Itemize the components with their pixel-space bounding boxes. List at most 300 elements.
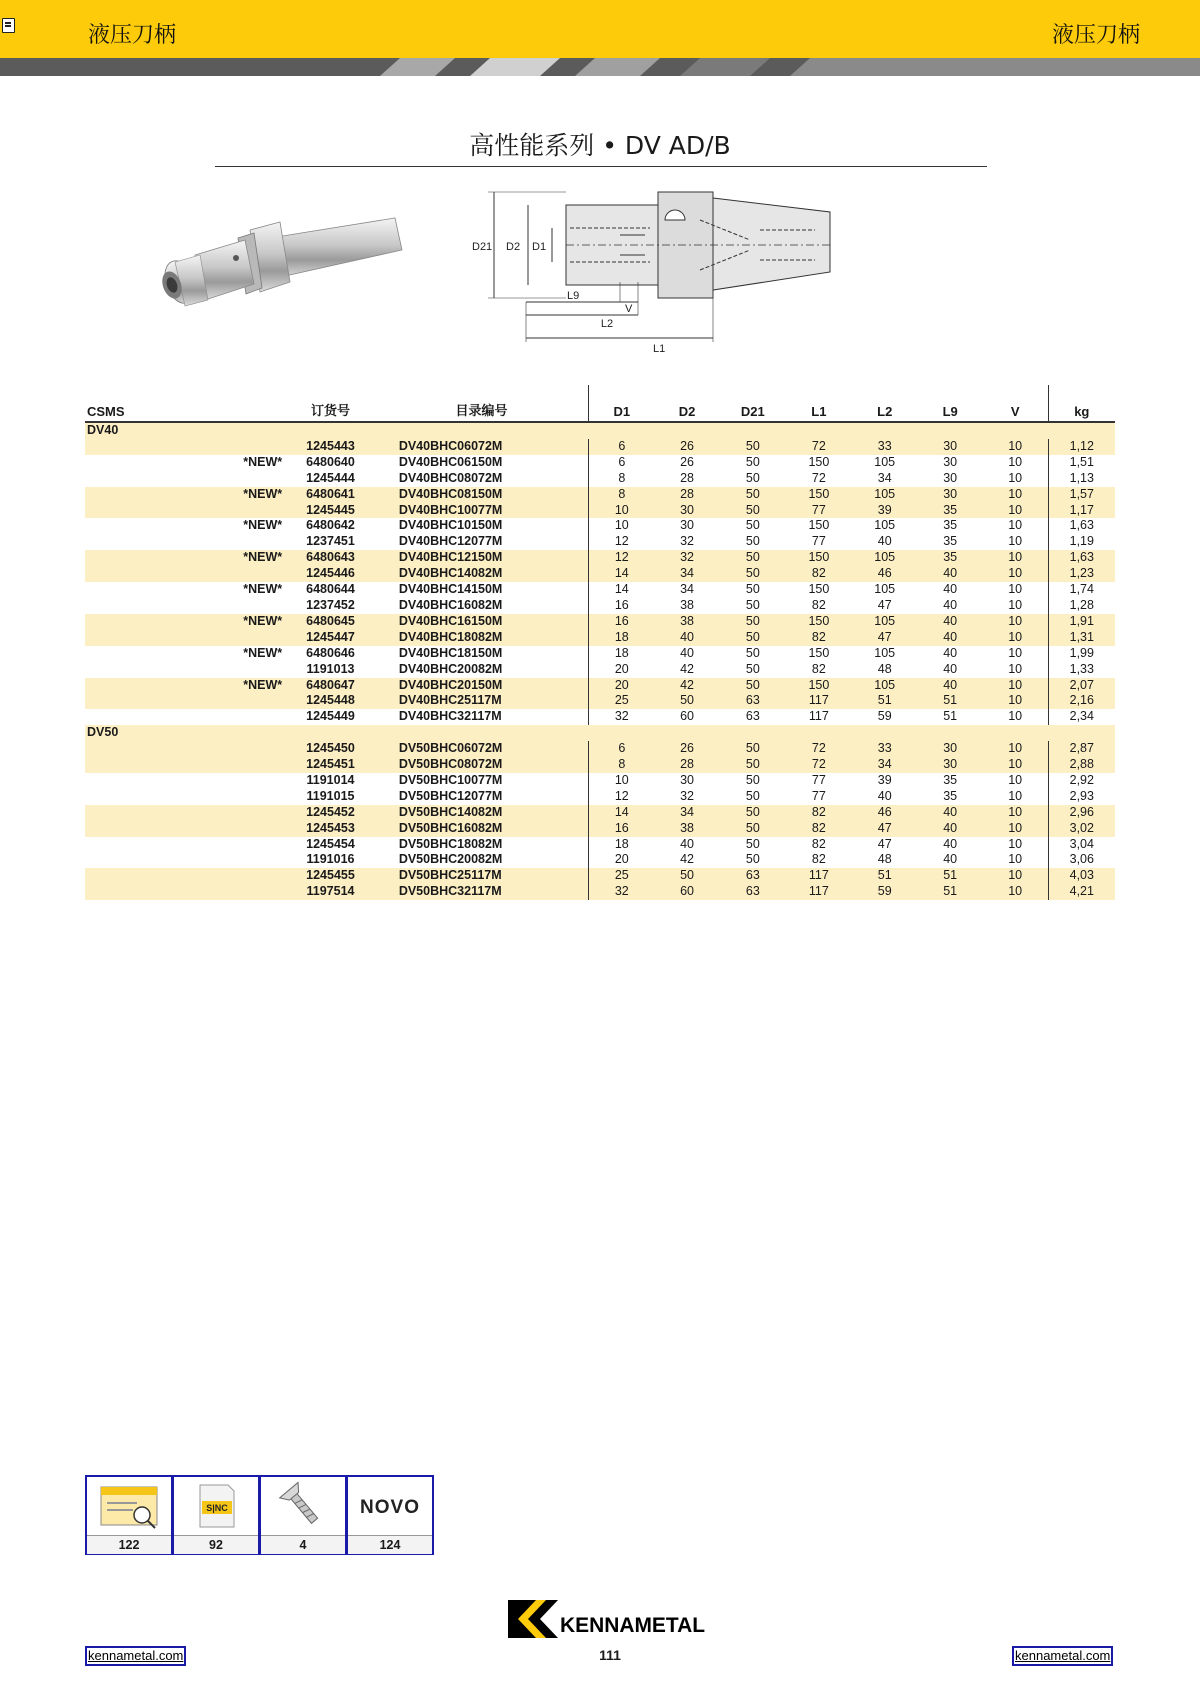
d21-cell: 50 [720, 439, 786, 455]
d2-cell: 32 [654, 550, 719, 566]
table-row [85, 630, 1115, 646]
catalog-number-cell: DV40BHC16150M [375, 614, 589, 630]
table-row [85, 868, 1115, 884]
d1-cell: 14 [589, 805, 655, 821]
order-number-cell: 1245447 [286, 630, 375, 646]
table-row [85, 487, 1115, 503]
l2-cell: 105 [874, 582, 896, 597]
v-cell: 10 [983, 757, 1048, 773]
l1-cell: 82 [786, 805, 852, 821]
v-cell: 10 [983, 439, 1048, 455]
reference-box-catalog[interactable] [85, 1475, 173, 1555]
order-number-cell: 1245444 [306, 470, 355, 485]
l2-cell: 34 [877, 470, 892, 485]
new-badge [156, 709, 286, 725]
table-header-row [85, 385, 1115, 422]
catalog-number-cell: DV50BHC08072M [375, 757, 589, 773]
csms-cell [85, 503, 156, 519]
d2-cell: 38 [654, 614, 719, 630]
l2-cell: 105 [852, 614, 918, 630]
v-cell: 10 [983, 741, 1048, 757]
catalog-number-cell: DV40BHC16082M [398, 597, 503, 612]
new-badge [156, 534, 286, 550]
d1-cell: 25 [589, 693, 655, 709]
new-badge [156, 566, 286, 582]
d1-cell: 12 [589, 789, 655, 805]
dim-d2-label: D2 [506, 241, 521, 253]
l9-cell: 51 [918, 693, 983, 709]
new-badge [156, 852, 286, 868]
catalog-number-cell: DV40BHC12077M [398, 534, 503, 549]
svg-text:S|NC: S|NC [206, 1503, 228, 1513]
order-number-cell: 1191015 [306, 788, 355, 803]
catalog-number-cell: DV40BHC14082M [375, 566, 589, 582]
new-badge: *NEW* [243, 645, 283, 660]
v-cell: 10 [1008, 836, 1023, 851]
l2-cell: 105 [874, 454, 896, 469]
d21-cell: 50 [745, 597, 760, 612]
v-cell: 10 [983, 566, 1048, 582]
catalog-number-cell: DV40BHC08150M [375, 487, 589, 503]
col-d1: D1 [589, 385, 655, 422]
l9-cell: 35 [918, 550, 983, 566]
d2-cell: 32 [680, 534, 695, 549]
catalog-number-cell: DV40BHC12150M [375, 550, 589, 566]
l9-cell: 40 [918, 821, 983, 837]
order-number-cell: 1237452 [306, 597, 355, 612]
new-badge [156, 439, 286, 455]
l2-cell: 40 [877, 534, 892, 549]
header-left-title: 液压刀柄 [88, 23, 177, 48]
order-number-cell: 6480643 [286, 550, 375, 566]
new-badge: *NEW* [156, 487, 286, 503]
footer-link-left[interactable]: kennametal.com [85, 1646, 186, 1666]
d1-cell: 18 [589, 837, 655, 853]
d2-cell: 40 [680, 645, 695, 660]
kg-cell: 2,16 [1048, 693, 1115, 709]
d21-cell: 63 [745, 709, 760, 724]
d1-cell: 6 [589, 455, 655, 471]
csms-cell [85, 614, 156, 630]
l1-cell: 117 [786, 868, 852, 884]
catalog-number-cell: DV40BHC18082M [375, 630, 589, 646]
l9-cell: 30 [943, 454, 958, 469]
v-cell: 10 [1008, 772, 1023, 787]
order-number-cell: 1245448 [286, 693, 375, 709]
table-row [85, 709, 1115, 725]
logo-text: KENNAMETAL [560, 1614, 706, 1637]
csms-cell [85, 789, 156, 805]
l2-cell: 46 [852, 566, 918, 582]
l2-cell: 47 [877, 597, 892, 612]
d2-cell: 30 [654, 503, 719, 519]
group-row [85, 725, 1115, 741]
v-cell: 10 [983, 678, 1048, 694]
l9-cell: 35 [918, 503, 983, 519]
catalog-page-icon [87, 1477, 171, 1535]
d21-cell: 50 [720, 821, 786, 837]
table-row [85, 789, 1115, 805]
l9-cell: 40 [918, 614, 983, 630]
table-row [85, 455, 1115, 471]
d2-cell: 28 [654, 757, 719, 773]
l9-cell: 40 [918, 566, 983, 582]
new-badge: *NEW* [243, 582, 283, 597]
l9-cell: 30 [918, 439, 983, 455]
d2-cell: 60 [680, 709, 695, 724]
d21-cell: 50 [720, 678, 786, 694]
l1-cell: 82 [786, 821, 852, 837]
footer-link-right[interactable]: kennametal.com [1012, 1646, 1113, 1666]
new-badge [156, 630, 286, 646]
catalog-number-cell: DV40BHC14150M [398, 582, 503, 597]
table-row [85, 678, 1115, 694]
catalog-number-cell: DV40BHC06072M [375, 439, 589, 455]
l1-cell: 150 [808, 518, 830, 533]
d1-cell: 10 [589, 773, 655, 789]
novo-text: NOVO [360, 1497, 420, 1518]
table-row [85, 662, 1115, 678]
kg-cell: 2,88 [1048, 757, 1115, 773]
l9-cell: 51 [943, 709, 958, 724]
kg-cell: 4,21 [1048, 884, 1115, 900]
table-row [85, 598, 1115, 614]
csms-cell [85, 709, 156, 725]
csms-cell [85, 471, 156, 487]
v-cell: 10 [1008, 661, 1023, 676]
csms-cell [85, 693, 156, 709]
d21-cell: 50 [720, 614, 786, 630]
d1-cell: 18 [589, 630, 655, 646]
new-badge: *NEW* [243, 454, 283, 469]
catalog-number-cell: DV40BHC06150M [398, 454, 503, 469]
l9-cell: 30 [918, 741, 983, 757]
d21-cell: 50 [745, 788, 760, 803]
table-row [85, 582, 1115, 598]
d1-cell: 6 [589, 741, 655, 757]
d2-cell: 30 [680, 518, 695, 533]
l2-cell: 47 [852, 630, 918, 646]
order-number-cell: 6480641 [286, 487, 375, 503]
d21-cell: 63 [720, 884, 786, 900]
new-badge: *NEW* [156, 614, 286, 630]
order-number-cell: 1191016 [306, 852, 355, 867]
d21-cell: 50 [745, 470, 760, 485]
order-number-cell: 1191014 [306, 772, 355, 787]
d2-cell: 42 [680, 852, 695, 867]
order-number-cell: 1245446 [286, 566, 375, 582]
new-badge [156, 598, 286, 614]
technical-drawing [470, 190, 870, 365]
v-cell: 10 [1008, 454, 1023, 469]
order-number-cell: 1237451 [306, 534, 355, 549]
tool-holder-photo [150, 200, 420, 330]
reference-box-novo[interactable] [346, 1475, 434, 1555]
table-row [85, 550, 1115, 566]
col-d2: D2 [654, 385, 719, 422]
new-badge: *NEW* [156, 550, 286, 566]
csms-cell [85, 821, 156, 837]
catalog-number-cell: DV50BHC10077M [398, 772, 503, 787]
csms-cell [85, 868, 156, 884]
reference-box-screw[interactable] [259, 1475, 347, 1555]
dim-d21-label: D21 [472, 241, 493, 253]
v-cell: 10 [983, 821, 1048, 837]
d2-cell: 60 [654, 884, 719, 900]
d2-cell: 34 [680, 582, 695, 597]
title-rule [215, 166, 987, 167]
table-row [85, 614, 1115, 630]
kg-cell: 2,92 [1048, 773, 1115, 789]
d21-cell: 50 [745, 852, 760, 867]
v-cell: 10 [983, 487, 1048, 503]
dim-l9-label: L9 [567, 290, 580, 302]
reference-box-insert[interactable] [172, 1475, 260, 1555]
d1-cell: 25 [589, 868, 655, 884]
kg-cell: 1,74 [1048, 582, 1115, 598]
d2-cell: 26 [654, 741, 719, 757]
table-row [85, 566, 1115, 582]
csms-cell [85, 630, 156, 646]
kg-cell: 1,23 [1048, 566, 1115, 582]
l1-cell: 77 [786, 503, 852, 519]
order-number-cell: 6480640 [306, 454, 355, 469]
catalog-number-cell: DV40BHC10077M [375, 503, 589, 519]
l1-cell: 117 [808, 709, 829, 724]
order-number-cell: 1245451 [286, 757, 375, 773]
d2-cell: 40 [680, 836, 695, 851]
d21-cell: 50 [745, 582, 760, 597]
d21-cell: 50 [720, 487, 786, 503]
l1-cell: 82 [786, 630, 852, 646]
l9-cell: 40 [918, 805, 983, 821]
d1-cell: 14 [589, 566, 655, 582]
note-icon[interactable] [2, 18, 15, 33]
d2-cell: 26 [680, 454, 695, 469]
catalog-number-cell: DV40BHC20150M [375, 678, 589, 694]
table-row [85, 852, 1115, 868]
kg-cell: 1,99 [1048, 646, 1115, 662]
catalog-number-cell: DV40BHC20082M [398, 661, 503, 676]
d21-cell: 50 [720, 503, 786, 519]
d1-cell: 12 [589, 534, 655, 550]
order-number-cell: 1197514 [286, 884, 375, 900]
d21-cell: 50 [720, 630, 786, 646]
l2-cell: 34 [852, 757, 918, 773]
table-row [85, 884, 1115, 900]
csms-cell [85, 852, 156, 868]
l2-cell: 105 [852, 487, 918, 503]
d1-cell: 20 [589, 662, 655, 678]
table-row [85, 805, 1115, 821]
l2-cell: 51 [852, 693, 918, 709]
csms-cell [85, 566, 156, 582]
kg-cell: 1,28 [1048, 598, 1115, 614]
table-row [85, 534, 1115, 550]
v-cell: 10 [1008, 597, 1023, 612]
header-stripe [0, 58, 1200, 76]
v-cell: 10 [983, 614, 1048, 630]
kg-cell: 1,63 [1048, 518, 1115, 534]
d21-cell: 63 [720, 868, 786, 884]
d2-cell: 50 [654, 693, 719, 709]
catalog-number-cell: DV40BHC25117M [375, 693, 589, 709]
order-number-cell: 1191013 [306, 661, 355, 676]
l1-cell: 72 [786, 439, 852, 455]
l9-cell: 35 [943, 772, 958, 787]
new-badge: *NEW* [243, 518, 283, 533]
catalog-number-cell: DV50BHC14082M [375, 805, 589, 821]
csms-cell [85, 598, 156, 614]
d1-cell: 8 [589, 757, 655, 773]
d1-cell: 18 [589, 646, 655, 662]
d1-cell: 6 [589, 439, 655, 455]
csms-cell [85, 741, 156, 757]
table-body [85, 422, 1115, 900]
v-cell: 10 [983, 693, 1048, 709]
csms-cell [85, 534, 156, 550]
csms-cell [85, 884, 156, 900]
l9-cell: 40 [943, 582, 958, 597]
v-cell: 10 [983, 868, 1048, 884]
v-cell: 10 [1008, 645, 1023, 660]
csms-cell [85, 518, 156, 534]
new-badge [156, 503, 286, 519]
order-number-cell: 1245449 [306, 709, 355, 724]
kg-cell: 1,13 [1048, 471, 1115, 487]
d1-cell: 16 [589, 614, 655, 630]
d21-cell: 50 [720, 741, 786, 757]
l2-cell: 47 [852, 821, 918, 837]
l9-cell: 40 [943, 645, 958, 660]
v-cell: 10 [1008, 470, 1023, 485]
page-title: 高性能系列 • DV AD/B [469, 131, 731, 160]
kg-cell: 1,57 [1048, 487, 1115, 503]
d21-cell: 50 [745, 836, 760, 851]
l1-cell: 150 [808, 454, 830, 469]
l2-cell: 105 [874, 518, 896, 533]
kg-cell: 1,19 [1048, 534, 1115, 550]
v-cell: 10 [1008, 852, 1023, 867]
order-number-cell: 1245454 [306, 836, 355, 851]
table-row [85, 773, 1115, 789]
d21-cell: 50 [745, 534, 760, 549]
new-badge [156, 757, 286, 773]
kg-cell: 2,87 [1048, 741, 1115, 757]
l9-cell: 40 [918, 630, 983, 646]
catalog-number-cell: DV40BHC08072M [398, 470, 503, 485]
catalog-number-cell: DV50BHC06072M [375, 741, 589, 757]
v-cell: 10 [983, 550, 1048, 566]
csms-cell [85, 773, 156, 789]
kg-cell: 4,03 [1048, 868, 1115, 884]
csms-cell [85, 455, 156, 471]
d1-cell: 20 [589, 852, 655, 868]
csms-cell [85, 550, 156, 566]
d2-cell: 38 [680, 597, 695, 612]
reference-number: 92 [174, 1535, 258, 1554]
v-cell: 10 [1008, 788, 1023, 803]
d1-cell: 12 [589, 550, 655, 566]
l1-cell: 82 [811, 836, 826, 851]
l1-cell: 72 [811, 470, 826, 485]
l1-cell: 82 [811, 852, 826, 867]
col-l2: L2 [852, 385, 918, 422]
v-cell: 10 [1008, 518, 1023, 533]
novo-icon [348, 1477, 432, 1535]
order-number-cell: 6480646 [306, 645, 355, 660]
catalog-number-cell: DV50BHC16082M [375, 821, 589, 837]
l2-cell: 105 [852, 550, 918, 566]
kg-cell: 3,02 [1048, 821, 1115, 837]
d1-cell: 14 [589, 582, 655, 598]
l1-cell: 72 [786, 757, 852, 773]
kg-cell: 3,04 [1048, 837, 1115, 853]
v-cell: 10 [983, 630, 1048, 646]
l9-cell: 30 [918, 487, 983, 503]
d21-cell: 50 [745, 518, 760, 533]
l1-cell: 150 [786, 550, 852, 566]
l1-cell: 82 [811, 661, 826, 676]
l1-cell: 117 [786, 693, 852, 709]
d21-cell: 50 [745, 645, 760, 660]
table-row [85, 741, 1115, 757]
l9-cell: 51 [918, 884, 983, 900]
d21-cell: 63 [720, 693, 786, 709]
group-label: DV50 [85, 725, 1115, 741]
v-cell: 10 [1008, 534, 1023, 549]
d1-cell: 8 [589, 487, 655, 503]
d21-cell: 50 [720, 566, 786, 582]
d2-cell: 34 [654, 805, 719, 821]
d2-cell: 28 [654, 487, 719, 503]
l9-cell: 40 [918, 678, 983, 694]
dim-l2-label: L2 [600, 318, 614, 330]
l2-cell: 48 [877, 661, 892, 676]
kg-cell: 1,51 [1048, 455, 1115, 471]
new-badge [156, 693, 286, 709]
d1-cell: 20 [589, 678, 655, 694]
v-cell: 10 [1008, 582, 1023, 597]
l2-cell: 48 [877, 852, 892, 867]
l1-cell: 77 [811, 788, 826, 803]
v-cell: 10 [983, 805, 1048, 821]
new-badge: *NEW* [156, 678, 286, 694]
csms-cell [85, 805, 156, 821]
order-number-cell: 6480644 [306, 582, 355, 597]
header-band [0, 0, 1200, 58]
col-l1: L1 [786, 385, 852, 422]
catalog-number-cell: DV40BHC32117M [398, 709, 502, 724]
l9-cell: 51 [918, 868, 983, 884]
d21-cell: 50 [720, 805, 786, 821]
l2-cell: 33 [852, 439, 918, 455]
table-row [85, 439, 1115, 455]
kg-cell: 1,63 [1048, 550, 1115, 566]
l9-cell: 35 [943, 534, 958, 549]
l1-cell: 150 [808, 645, 830, 660]
d2-cell: 26 [654, 439, 719, 455]
l9-cell: 40 [943, 661, 958, 676]
order-number-cell: 1245445 [286, 503, 375, 519]
group-row [85, 422, 1115, 439]
order-number-cell: 1245453 [286, 821, 375, 837]
catalog-number-cell: DV50BHC20082M [398, 852, 503, 867]
csms-cell [85, 487, 156, 503]
l2-cell: 39 [852, 503, 918, 519]
d2-cell: 30 [680, 772, 695, 787]
kennametal-logo [508, 1598, 708, 1640]
